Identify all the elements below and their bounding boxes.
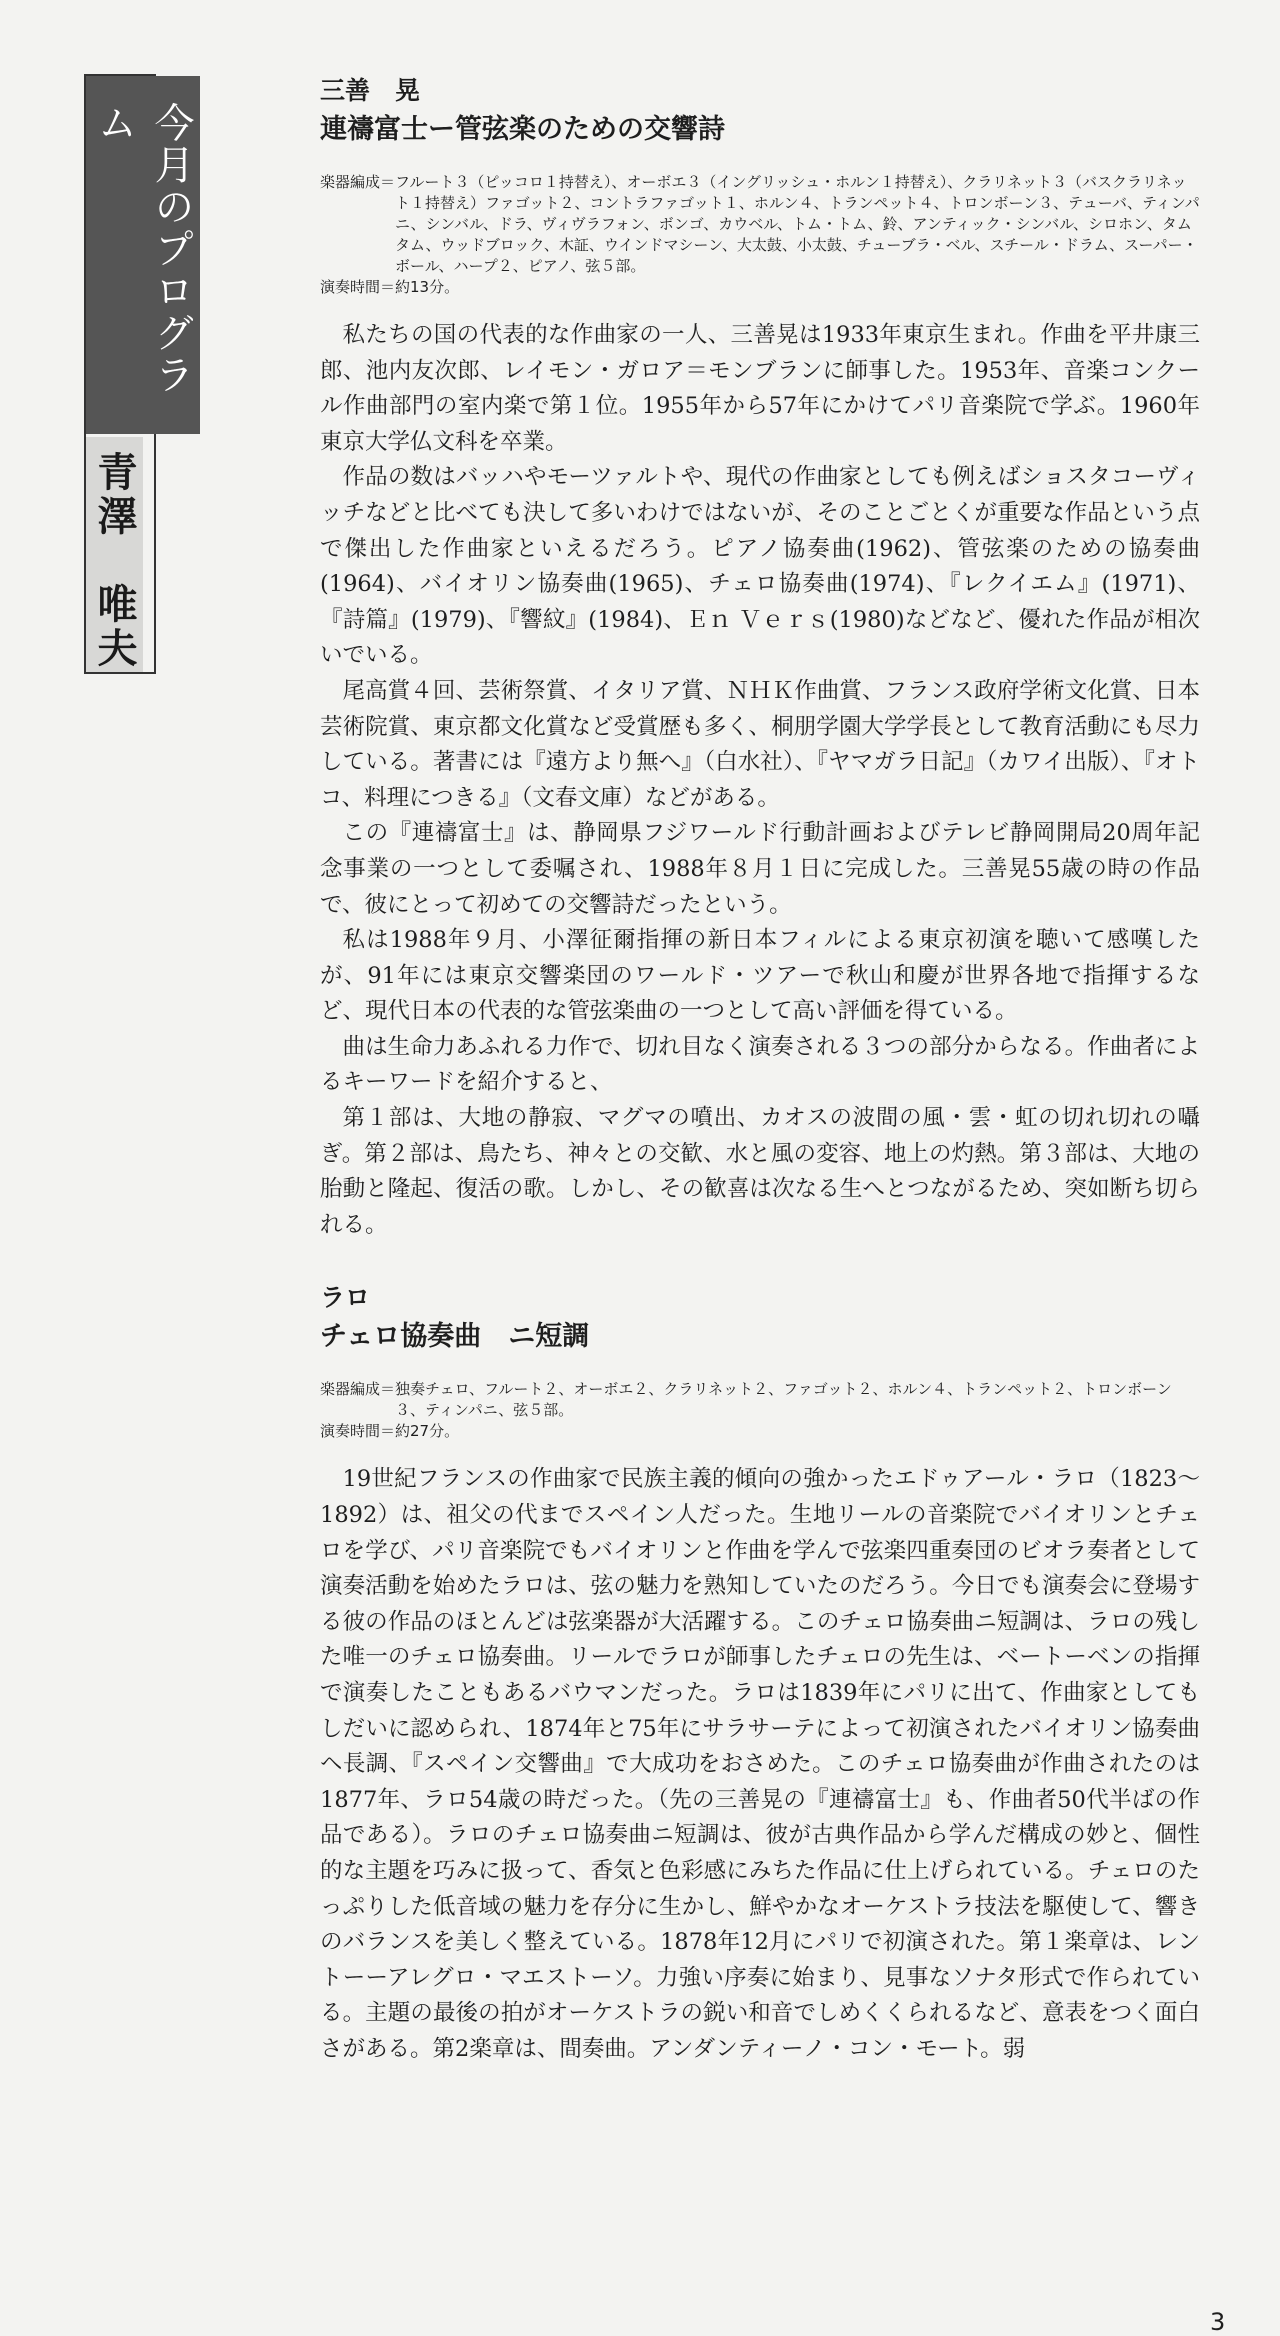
- body-text: [320, 1462, 1200, 2067]
- composer-name: 三善 晃: [320, 76, 421, 105]
- duration-text: 演奏時間＝約13分。: [320, 278, 460, 296]
- instrumentation-text: フルート３（ピッコロ１持替え）、オーボエ３（イングリッシュ・ホルン１持替え）、クラリネット３（バスクラリネット１持替え）ファゴット２、コントラファゴット１、ホルン４、トランペット４、トロンボーン３、テューバ、ティンパニ、シンバル、ドラ、ヴィヴラフォン、ボンゴ、カウベル、トム・トム、鈴、アンティック・シンバル、シロホン、タムタム、ウッドブロック、木証、ウインドマシーン、大太鼓、小太鼓、チューブラ・ベル、スチール・ドラム、スーパー・ボール、ハープ２、ピアノ、弦５部。: [395, 173, 1200, 275]
- work-title: チェロ協奏曲 ニ短調: [320, 1321, 590, 1353]
- instrumentation-block: [320, 1379, 1200, 1442]
- paragraph: 曲は生命力あふれる力作で、切れ目なく演奏される３つの部分からなる。作曲者によるキーワードを紹介すると、: [320, 1033, 1200, 1096]
- program-sidebar: [84, 74, 194, 674]
- work-title: 連禱富士ー管弦楽のための交響詩: [320, 114, 725, 145]
- paragraph: 作品の数はバッハやモーツァルトや、現代の作曲家としても例えばショスタコーヴィッチなどと比べても決して多いわけではないが、そのことごとくが重要な作品という点で傑出した作曲家といえるだろう。ピアノ協奏曲(1962)、管弦楽のための協奏曲(1964)、バイオリン協奏曲(1965)、チェロ協奏曲(1974)、『レクイエム』(1971)、『詩篇』(1979)、『響紋』(1984)、Ｅｎ Ｖｅｒｓ(1980)などなど、優れた作品が相次いでいる。: [320, 464, 1200, 669]
- sidebar-title: 今月のプログラム: [86, 76, 200, 434]
- sidebar-author: 青澤 唯夫: [86, 434, 143, 672]
- paragraph: 19世紀フランスの作曲家で民族主義的傾向の強かったエドゥアール・ラロ（1823～1892）は、祖父の代までスペイン人だった。生地リールの音楽院でバイオリンとチェロを学び、パリ音楽院でもバイオリンと作曲を学んで弦楽四重奏団のビオラ奏者として演奏活動を始めたラロは、弦の魅力を熟知していたのだろう。今日でも演奏会に登場する彼の作品のほとんどは弦楽器が大活躍する。このチェロ協奏曲ニ短調は、ラロの残した唯一のチェロ協奏曲。リールでラロが師事したチェロの先生は、ベートーベンの指揮で演奏したこともあるバウマンだった。ラロは1839年にパリに出て、作曲家としてもしだいに認められ、1874年と75年にサラサーテによって初演されたバイオリン協奏曲ヘ長調、『スペイン交響曲』で大成功をおさめた。このチェロ協奏曲が作曲されたのは1877年、ラロ54歳の時だった。（先の三善晃の『連禱富士』も、作曲者50代半ばの作品である）。ラロのチェロ協奏曲ニ短調は、彼が古典作品から学んだ構成の妙と、個性的な主題を巧みに扱って、香気と色彩感にみちた作品に仕上げられている。チェロのたっぷりした低音域の魅力を存分に生かし、鮮やかなオーケストラ技法を駆使して、響きのバランスを美しく整えている。1878年12月にパリで初演された。第１楽章は、レントーーアレグロ・マエストーソ。力強い序奏に始まり、見事なソナタ形式で作られている。主題の最後の拍がオーケストラの鋭い和音でしめくくられるなど、意表をつく面白さがある。第2楽章は、間奏曲。アンダンティーノ・コン・モート。弱: [320, 1466, 1200, 2062]
- instrumentation-block: [320, 172, 1200, 298]
- page-number: 3: [1210, 2308, 1226, 2336]
- section-lalo: [320, 1281, 1200, 2067]
- instrumentation-label: 楽器編成＝: [320, 173, 396, 191]
- body-text: [320, 318, 1200, 1243]
- duration-text: 演奏時間＝約27分。: [320, 1422, 460, 1441]
- paragraph: 第１部は、大地の静寂、マグマの噴出、カオスの波間の風・雲・虹の切れ切れの囁ぎ。第２部は、鳥たち、神々との交歓、水と風の変容、地上の灼熱。第３部は、大地の胎動と隆起、復活の歌。しかし、その歓喜は次なる生へとつながるため、突如断ち切られる。: [320, 1105, 1200, 1238]
- article-content: [320, 74, 1200, 2068]
- instrumentation-text: 独奏チェロ、フルート２、オーボエ２、クラリネット２、ファゴット２、ホルン４、トランペット２、トロンボーン３、ティンパニ、弦５部。: [395, 1380, 1172, 1420]
- composer-name: ラロ: [320, 1283, 371, 1313]
- instrumentation-label: 楽器編成＝: [320, 1380, 396, 1399]
- paragraph: 私は1988年９月、小澤征爾指揮の新日本フィルによる東京初演を聴いて感嘆したが、91年には東京交響楽団のワールド・ツアーで秋山和慶が世界各地で指揮するなど、現代日本の代表的な管弦楽曲の一つとして高い評価を得ている。: [320, 927, 1200, 1025]
- paragraph: 尾高賞４回、芸術祭賞、イタリア賞、ＮＨＫ作曲賞、フランス政府学術文化賞、日本芸術院賞、東京都文化賞など受賞歴も多く、桐朋学園大学学長として教育活動にも尽力している。著書には『遠方より無へ』（白水社）、『ヤマガラ日記』（カワイ出版）、『オトコ、料理につきる』（文春文庫）などがある。: [320, 677, 1200, 811]
- section-miyoshi: [320, 74, 1200, 1243]
- paragraph: 私たちの国の代表的な作曲家の一人、三善晃は1933年東京生まれ。作曲を平井康三郎、池内友次郎、レイモン・ガロア＝モンブランに師事した。1953年、音楽コンクール作曲部門の室内楽で第１位。1955年から57年にかけてパリ音楽院で学ぶ。1960年東京大学仏文科を卒業。: [320, 322, 1200, 455]
- paragraph: この『連禱富士』は、静岡県フジワールド行動計画およびテレビ静岡開局20周年記念事業の一つとして委嘱され、1988年８月１日に完成した。三善晃55歳の時の作品で、彼にとって初めての交響詩だったという。: [320, 820, 1200, 918]
